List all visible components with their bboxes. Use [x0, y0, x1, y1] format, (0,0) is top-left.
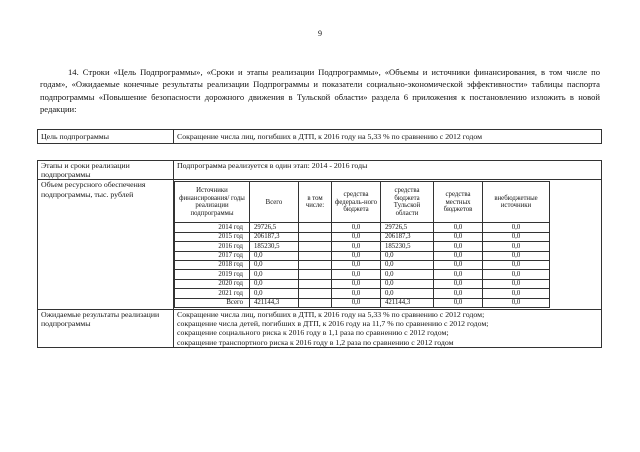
funding-row	[175, 279, 550, 288]
funding-header-row	[175, 182, 550, 223]
funding-year-cell: 2020 год	[175, 279, 250, 288]
funding-extrabudget-cell: 0,0	[483, 270, 550, 279]
result-line: сокращение транспортного риска к 2016 году в 1,2 раза по сравнению с 2012 годом	[177, 337, 454, 347]
funding-year-cell: 2021 год	[175, 289, 250, 298]
funding-row	[175, 232, 550, 241]
header-extrabudget: внебюджетные источники	[483, 182, 550, 223]
funding-extrabudget-cell: 0,0	[483, 298, 550, 307]
funding-including-cell	[299, 289, 332, 298]
funding-year-cell: 2014 год	[175, 223, 250, 232]
funding-row	[175, 223, 550, 232]
funding-regional-cell: 0,0	[381, 270, 434, 279]
funding-federal-cell: 0,0	[332, 298, 381, 307]
header-federal: средства федераль-ного бюджета	[332, 182, 381, 223]
funding-federal-cell: 0,0	[332, 242, 381, 251]
funding-local-cell: 0,0	[434, 279, 483, 288]
funding-including-cell	[299, 279, 332, 288]
funding-including-cell	[299, 242, 332, 251]
funding-row	[175, 289, 550, 298]
funding-row	[175, 242, 550, 251]
goal-label: Цель подпрограммы	[38, 130, 174, 144]
funding-total-cell: 0,0	[250, 251, 299, 260]
funding-federal-cell: 0,0	[332, 289, 381, 298]
funding-federal-cell: 0,0	[332, 270, 381, 279]
funding-local-cell: 0,0	[434, 223, 483, 232]
passport-table	[37, 160, 602, 348]
stages-label: Этапы и сроки реализации подпрограммы	[38, 161, 174, 180]
header-sources: Источники финансирования/ годы реализации подпрограммы	[175, 182, 250, 223]
funding-regional-cell: 0,0	[381, 279, 434, 288]
result-line: сокращение числа детей, погибших в ДТП, к 2016 году на 11,7 % по сравнению с 2012 годом;	[177, 319, 489, 329]
funding-including-cell	[299, 251, 332, 260]
goal-row	[38, 130, 602, 144]
funding-year-cell: 2015 год	[175, 232, 250, 241]
funding-total-cell: 29726,5	[250, 223, 299, 232]
funding-federal-cell: 0,0	[332, 279, 381, 288]
page-number: 9	[318, 29, 322, 38]
funding-including-cell	[299, 223, 332, 232]
funding-rows	[175, 223, 550, 308]
funding-federal-cell: 0,0	[332, 251, 381, 260]
header-including: в том числе:	[299, 182, 332, 223]
results-value	[174, 309, 602, 347]
funding-total-cell: 0,0	[250, 270, 299, 279]
funding-row	[175, 251, 550, 260]
header-local: средства местных бюджетов	[434, 182, 483, 223]
funding-local-cell: 0,0	[434, 298, 483, 307]
goal-value: Сокращение числа лиц, погибших в ДТП, к 2016 году на 5,33 % по сравнению с 2012 годом	[174, 130, 602, 144]
funding-table	[174, 181, 550, 308]
result-line: Сокращение числа лиц, погибших в ДТП, к 2016 году на 5,33 % по сравнению с 2012 годом;	[177, 309, 485, 319]
stages-row	[38, 161, 602, 180]
funding-total-cell: 185230,5	[250, 242, 299, 251]
header-total: Всего	[250, 182, 299, 223]
funding-regional-cell: 206187,3	[381, 232, 434, 241]
goal-table	[37, 129, 602, 144]
funding-regional-cell: 0,0	[381, 260, 434, 269]
funding-regional-cell: 421144,3	[381, 298, 434, 307]
funding-including-cell	[299, 298, 332, 307]
funding-year-cell: 2016 год	[175, 242, 250, 251]
funding-regional-cell: 29726,5	[381, 223, 434, 232]
funding-local-cell: 0,0	[434, 251, 483, 260]
results-row	[38, 309, 602, 347]
funding-including-cell	[299, 232, 332, 241]
funding-extrabudget-cell: 0,0	[483, 242, 550, 251]
funding-year-cell: Всего	[175, 298, 250, 307]
results-label: Ожидаемые результаты реализации подпрограммы	[38, 309, 174, 347]
header-regional: средства бюджета Тульской области	[381, 182, 434, 223]
funding-year-cell: 2019 год	[175, 270, 250, 279]
funding-year-cell: 2018 год	[175, 260, 250, 269]
funding-cell	[174, 180, 602, 310]
funding-row	[175, 260, 550, 269]
funding-federal-cell: 0,0	[332, 260, 381, 269]
funding-total-cell: 0,0	[250, 260, 299, 269]
funding-regional-cell: 0,0	[381, 251, 434, 260]
funding-federal-cell: 0,0	[332, 232, 381, 241]
result-line: сокращение социального риска к 2016 году в 1,1 раза по сравнению с 2012 годом;	[177, 328, 449, 338]
amendment-text: 14. Строки «Цель Подпрограммы», «Сроки и этапы реализации Подпрограммы», «Объемы и источники финансирования, в том числе по годам», «Ожидаемые конечные результаты реализации Подпрограммы и показатели социально-экономической эффективности» таблицы паспорта подпрограммы «Повышение безопасности дорожного движения в Тульской области» раздела 6 приложения к постановлению изложить в новой редакции:	[40, 67, 600, 115]
funding-row	[38, 180, 602, 310]
funding-extrabudget-cell: 0,0	[483, 251, 550, 260]
funding-row	[175, 270, 550, 279]
funding-local-cell: 0,0	[434, 242, 483, 251]
funding-label: Объем ресурсного обеспечения подпрограммы, тыс. рублей	[38, 180, 174, 310]
funding-total-cell: 206187,3	[250, 232, 299, 241]
funding-including-cell	[299, 260, 332, 269]
funding-regional-cell: 185230,5	[381, 242, 434, 251]
funding-extrabudget-cell: 0,0	[483, 279, 550, 288]
funding-year-cell: 2017 год	[175, 251, 250, 260]
funding-regional-cell: 0,0	[381, 289, 434, 298]
funding-total-cell: 0,0	[250, 289, 299, 298]
funding-local-cell: 0,0	[434, 232, 483, 241]
funding-extrabudget-cell: 0,0	[483, 223, 550, 232]
funding-row	[175, 298, 550, 307]
funding-total-cell: 0,0	[250, 279, 299, 288]
funding-extrabudget-cell: 0,0	[483, 232, 550, 241]
amendment-paragraph	[40, 66, 600, 116]
funding-total-cell: 421144,3	[250, 298, 299, 307]
funding-federal-cell: 0,0	[332, 223, 381, 232]
funding-local-cell: 0,0	[434, 289, 483, 298]
funding-extrabudget-cell: 0,0	[483, 260, 550, 269]
funding-including-cell	[299, 270, 332, 279]
funding-local-cell: 0,0	[434, 270, 483, 279]
funding-extrabudget-cell: 0,0	[483, 289, 550, 298]
funding-local-cell: 0,0	[434, 260, 483, 269]
stages-value: Подпрограмма реализуется в один этап: 2014 - 2016 годы	[174, 161, 602, 180]
